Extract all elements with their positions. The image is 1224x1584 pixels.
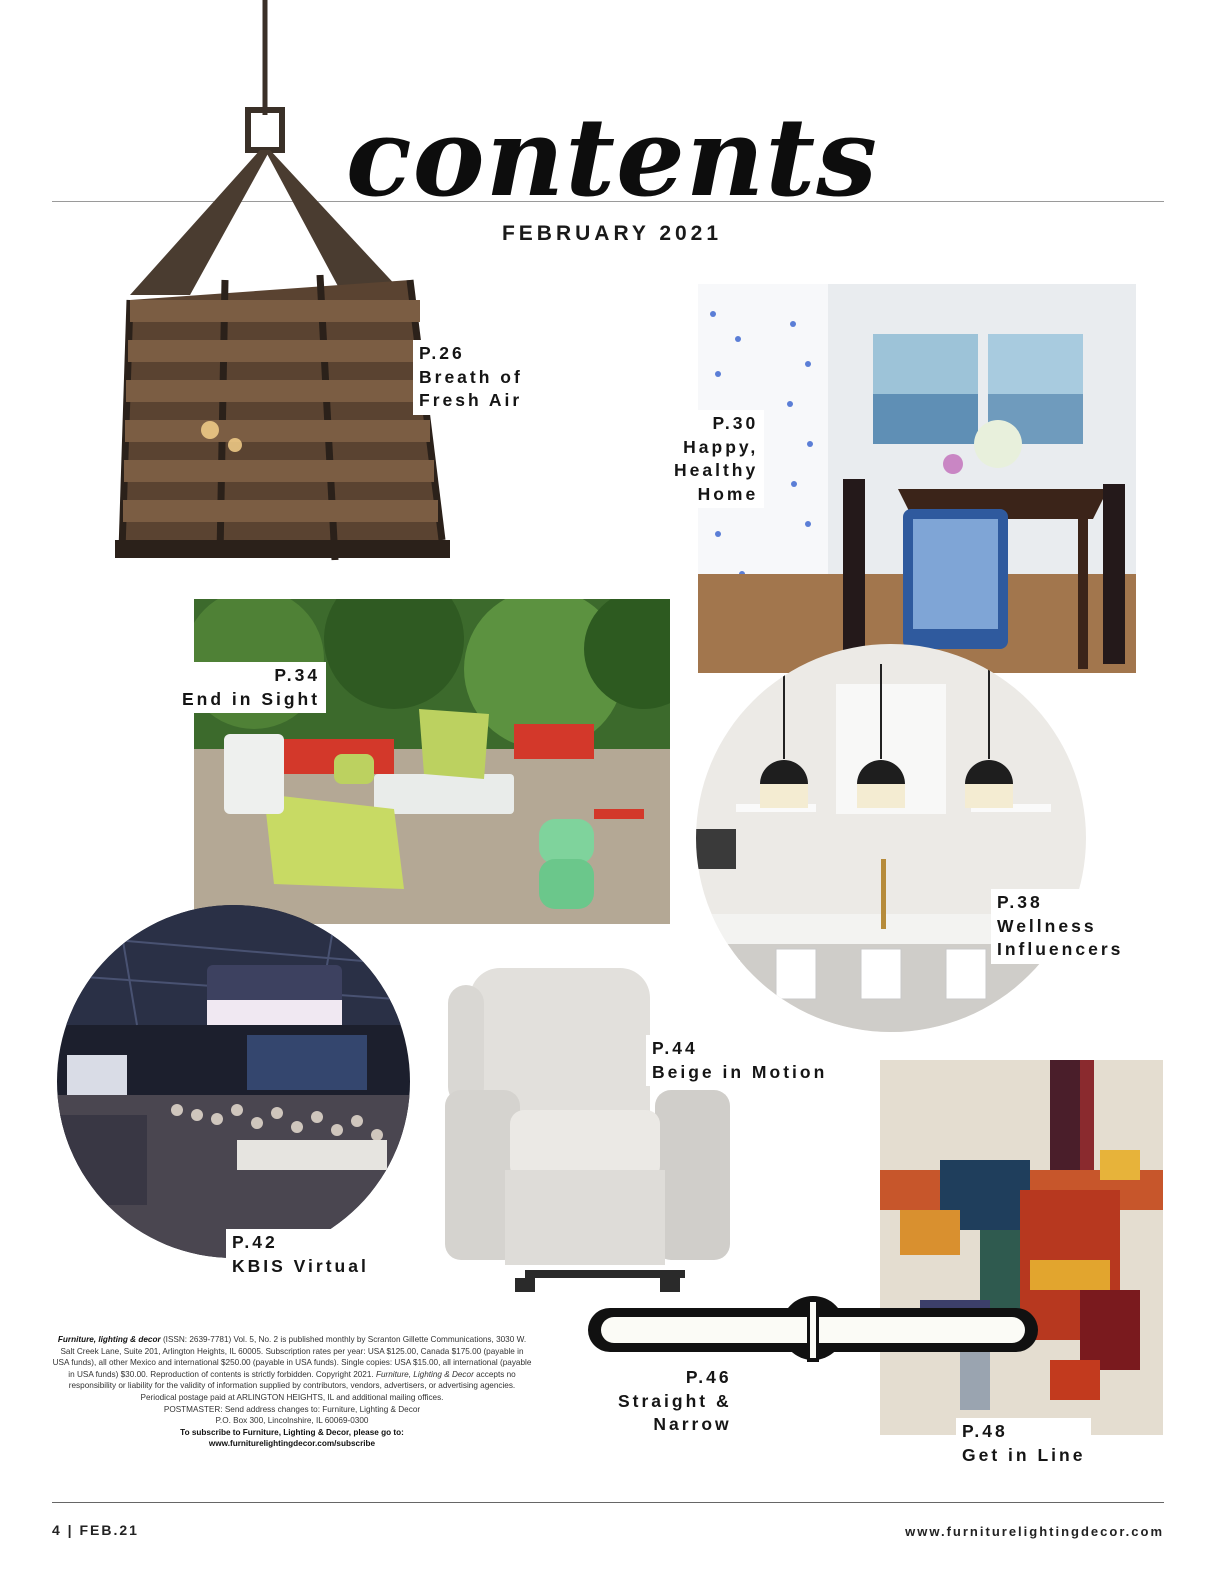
publication-name: Furniture, lighting & decor — [57, 1335, 161, 1344]
feature-label-p44 — [646, 1035, 833, 1086]
subscribe-line: To subscribe to Furniture, Lighting & Decor, please go to: — [180, 1427, 404, 1437]
feature-title-line: Wellness — [997, 915, 1097, 936]
publication-notice — [52, 1334, 532, 1450]
feature-title-line: Healthy — [674, 460, 759, 480]
feature-title-line: Home — [697, 483, 759, 504]
publication-statement — [52, 1334, 532, 1392]
pendant-lantern-image — [70, 0, 460, 575]
kbis-event-image — [57, 905, 410, 1258]
feature-title-line: Happy, — [683, 436, 759, 457]
feature-label-p46 — [612, 1364, 738, 1439]
feature-title-line: Influencers — [997, 939, 1124, 959]
subscribe-link[interactable]: www.furniturelightingdecor.com/subscribe — [208, 1439, 376, 1449]
abstract-rug-image — [880, 1060, 1163, 1435]
postmaster-note: POSTMASTER: Send address changes to: Furniture, Lighting & Decor — [163, 1404, 421, 1414]
publication-terms: (ISSN: 2639-7781) Vol. 5, No. 2 is published monthly by Scranton Gillette Communications, 3030 W. Salt Creek Lane, Suite 201, Arlington Heights, IL 60005. Subscription rates per year: USA $125.00, Canada $175.00 (payable in USA funds), all other Mexico and international $250.00 (payable in USA funds). Single copies: USA $15.00, all international (payable in USA funds) $30.00. Reproduction of contents is strictly forbidden. Copyright 2021. — [52, 1335, 532, 1379]
website-link[interactable]: www.furniturelightingdecor.com — [905, 1524, 1164, 1539]
feature-label-p26 — [413, 340, 529, 415]
feature-page-number: P.34 — [274, 665, 321, 685]
page-title: contents — [345, 95, 879, 221]
feature-title-line: KBIS Virtual — [232, 1255, 369, 1276]
feature-page-number: P.38 — [997, 892, 1043, 912]
recliner-chair-image — [440, 960, 740, 1300]
feature-title-line: Fresh Air — [419, 390, 523, 410]
kitchen-pendants-image — [696, 644, 1086, 1032]
footer-divider — [52, 1502, 1164, 1503]
feature-title-line: Get in Line — [962, 1444, 1086, 1465]
linear-sconce-image — [583, 1290, 1043, 1370]
feature-label-p38 — [991, 889, 1129, 964]
feature-title-line: Breath of — [419, 366, 523, 387]
feature-label-p42 — [226, 1229, 375, 1280]
feature-page-number: P.48 — [962, 1421, 1008, 1441]
feature-page-number: P.42 — [232, 1232, 278, 1252]
feature-page-number: P.44 — [652, 1038, 698, 1058]
mailing-address: P.O. Box 300, Lincolnshire, IL 60069-0300 — [215, 1416, 369, 1426]
feature-label-p34 — [176, 662, 326, 713]
feature-title-line: Straight & — [618, 1390, 732, 1411]
feature-label-p30 — [668, 410, 764, 508]
issue-date: FEBRUARY 2021 — [501, 222, 723, 245]
feature-page-number: P.30 — [712, 413, 759, 433]
publication-name-secondary: Furniture, Lighting & Decor — [375, 1369, 474, 1379]
feature-label-p48 — [956, 1418, 1091, 1469]
outdoor-patio-image — [194, 599, 670, 924]
feature-title-line: End in Sight — [182, 688, 321, 709]
feature-page-number: P.26 — [419, 343, 465, 363]
liability-disclaimer: accepts no responsibility or liability for the validity of information supplied by contributors, vendors, advertisers, or advertising agencies. — [68, 1369, 516, 1391]
feature-title-line: Narrow — [653, 1414, 732, 1434]
feature-title-line: Beige in Motion — [652, 1061, 828, 1082]
periodical-postage: Periodical postage paid at ARLINGTON HEIGHTS, IL and additional mailing offices. — [140, 1392, 444, 1402]
feature-page-number: P.46 — [685, 1367, 732, 1387]
page-folio: 4 | FEB.21 — [52, 1522, 139, 1538]
